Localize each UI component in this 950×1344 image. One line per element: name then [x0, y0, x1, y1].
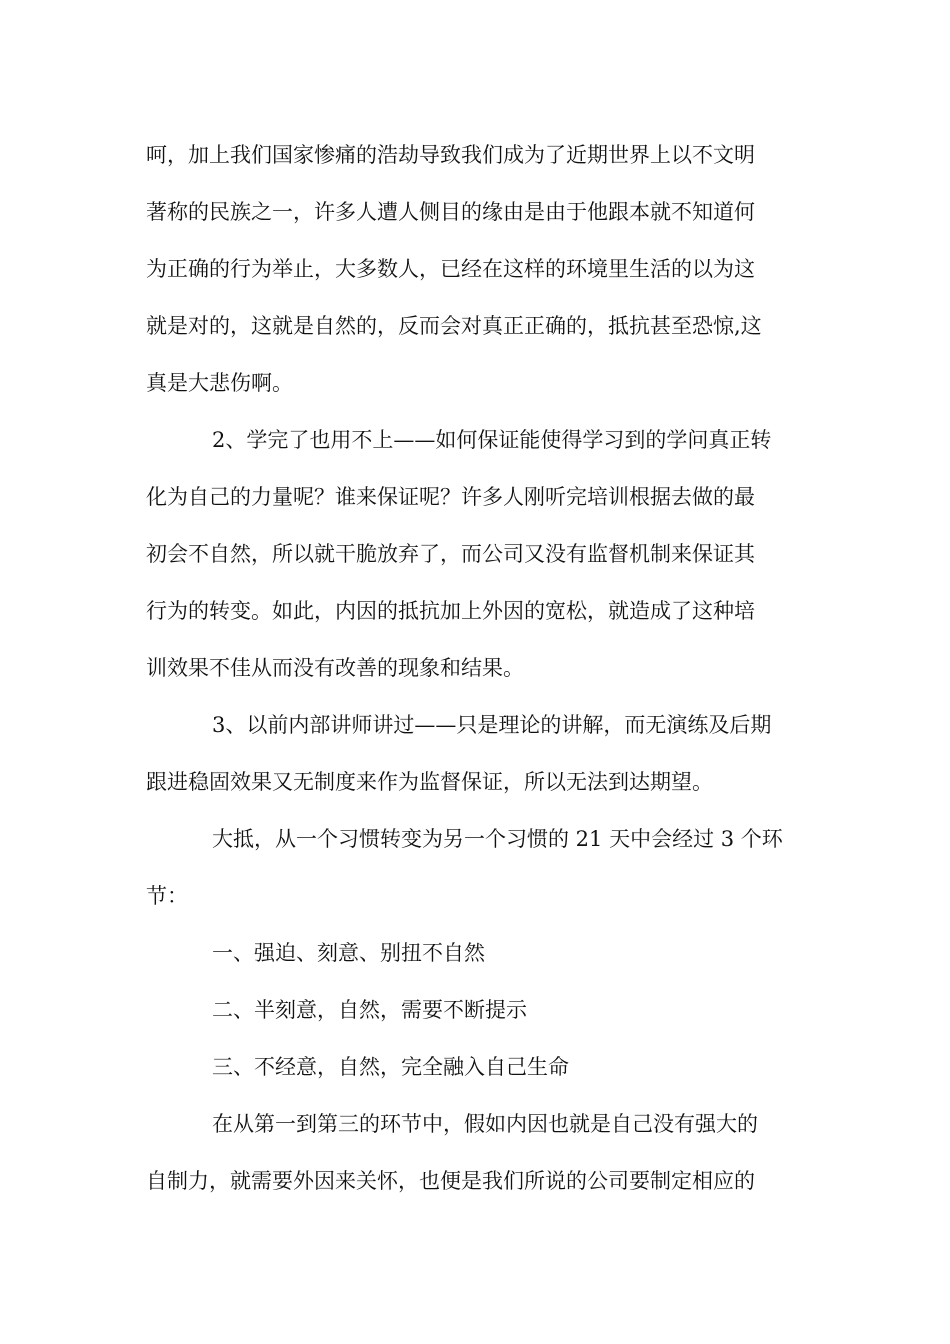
paragraph-start-line: 在从第一到第三的环节中，假如内因也就是自己没有强大的 — [212, 1112, 758, 1136]
paragraph-start-line: 3、以前内部讲师讲过——只是理论的讲解，而无演练及后期 — [212, 713, 772, 737]
list-item-line: 二、半刻意，自然，需要不断提示 — [212, 998, 527, 1022]
text-line: 化为自己的力量呢？谁来保证呢？许多人刚听完培训根据去做的最 — [146, 485, 755, 509]
text-line: 为正确的行为举止，大多数人，已经在这样的环境里生活的以为这 — [146, 257, 755, 281]
text-line: 行为的转变。如此，内因的抵抗加上外因的宽松，就造成了这种培 — [146, 599, 755, 623]
text-line: 训效果不佳从而没有改善的现象和结果。 — [146, 656, 524, 680]
list-item-line: 三、不经意，自然，完全融入自己生命 — [212, 1055, 569, 1079]
text-line: 著称的民族之一，许多人遭人侧目的缘由是由于他跟本就不知道何 — [146, 200, 755, 224]
text-line: 就是对的，这就是自然的，反而会对真正正确的，抵抗甚至恐惊,这 — [146, 314, 762, 338]
body-text — [146, 127, 806, 1210]
text-line: 呵，加上我们国家惨痛的浩劫导致我们成为了近期世界上以不文明 — [146, 143, 755, 167]
text-line: 跟进稳固效果又无制度来作为监督保证，所以无法到达期望。 — [146, 770, 713, 794]
text-line: 初会不自然，所以就干脆放弃了，而公司又没有监督机制来保证其 — [146, 542, 755, 566]
paragraph-start-line: 大抵，从一个习惯转变为另一个习惯的 21 天中会经过 3 个环 — [212, 827, 783, 851]
text-line: 自制力，就需要外因来关怀，也便是我们所说的公司要制定相应的 — [146, 1169, 755, 1193]
text-line: 节： — [146, 884, 188, 908]
text-line: 真是大悲伤啊。 — [146, 371, 293, 395]
paragraph-start-line: 2、学完了也用不上——如何保证能使得学习到的学问真正转 — [212, 428, 772, 452]
list-item-line: 一、强迫、刻意、别扭不自然 — [212, 941, 485, 965]
